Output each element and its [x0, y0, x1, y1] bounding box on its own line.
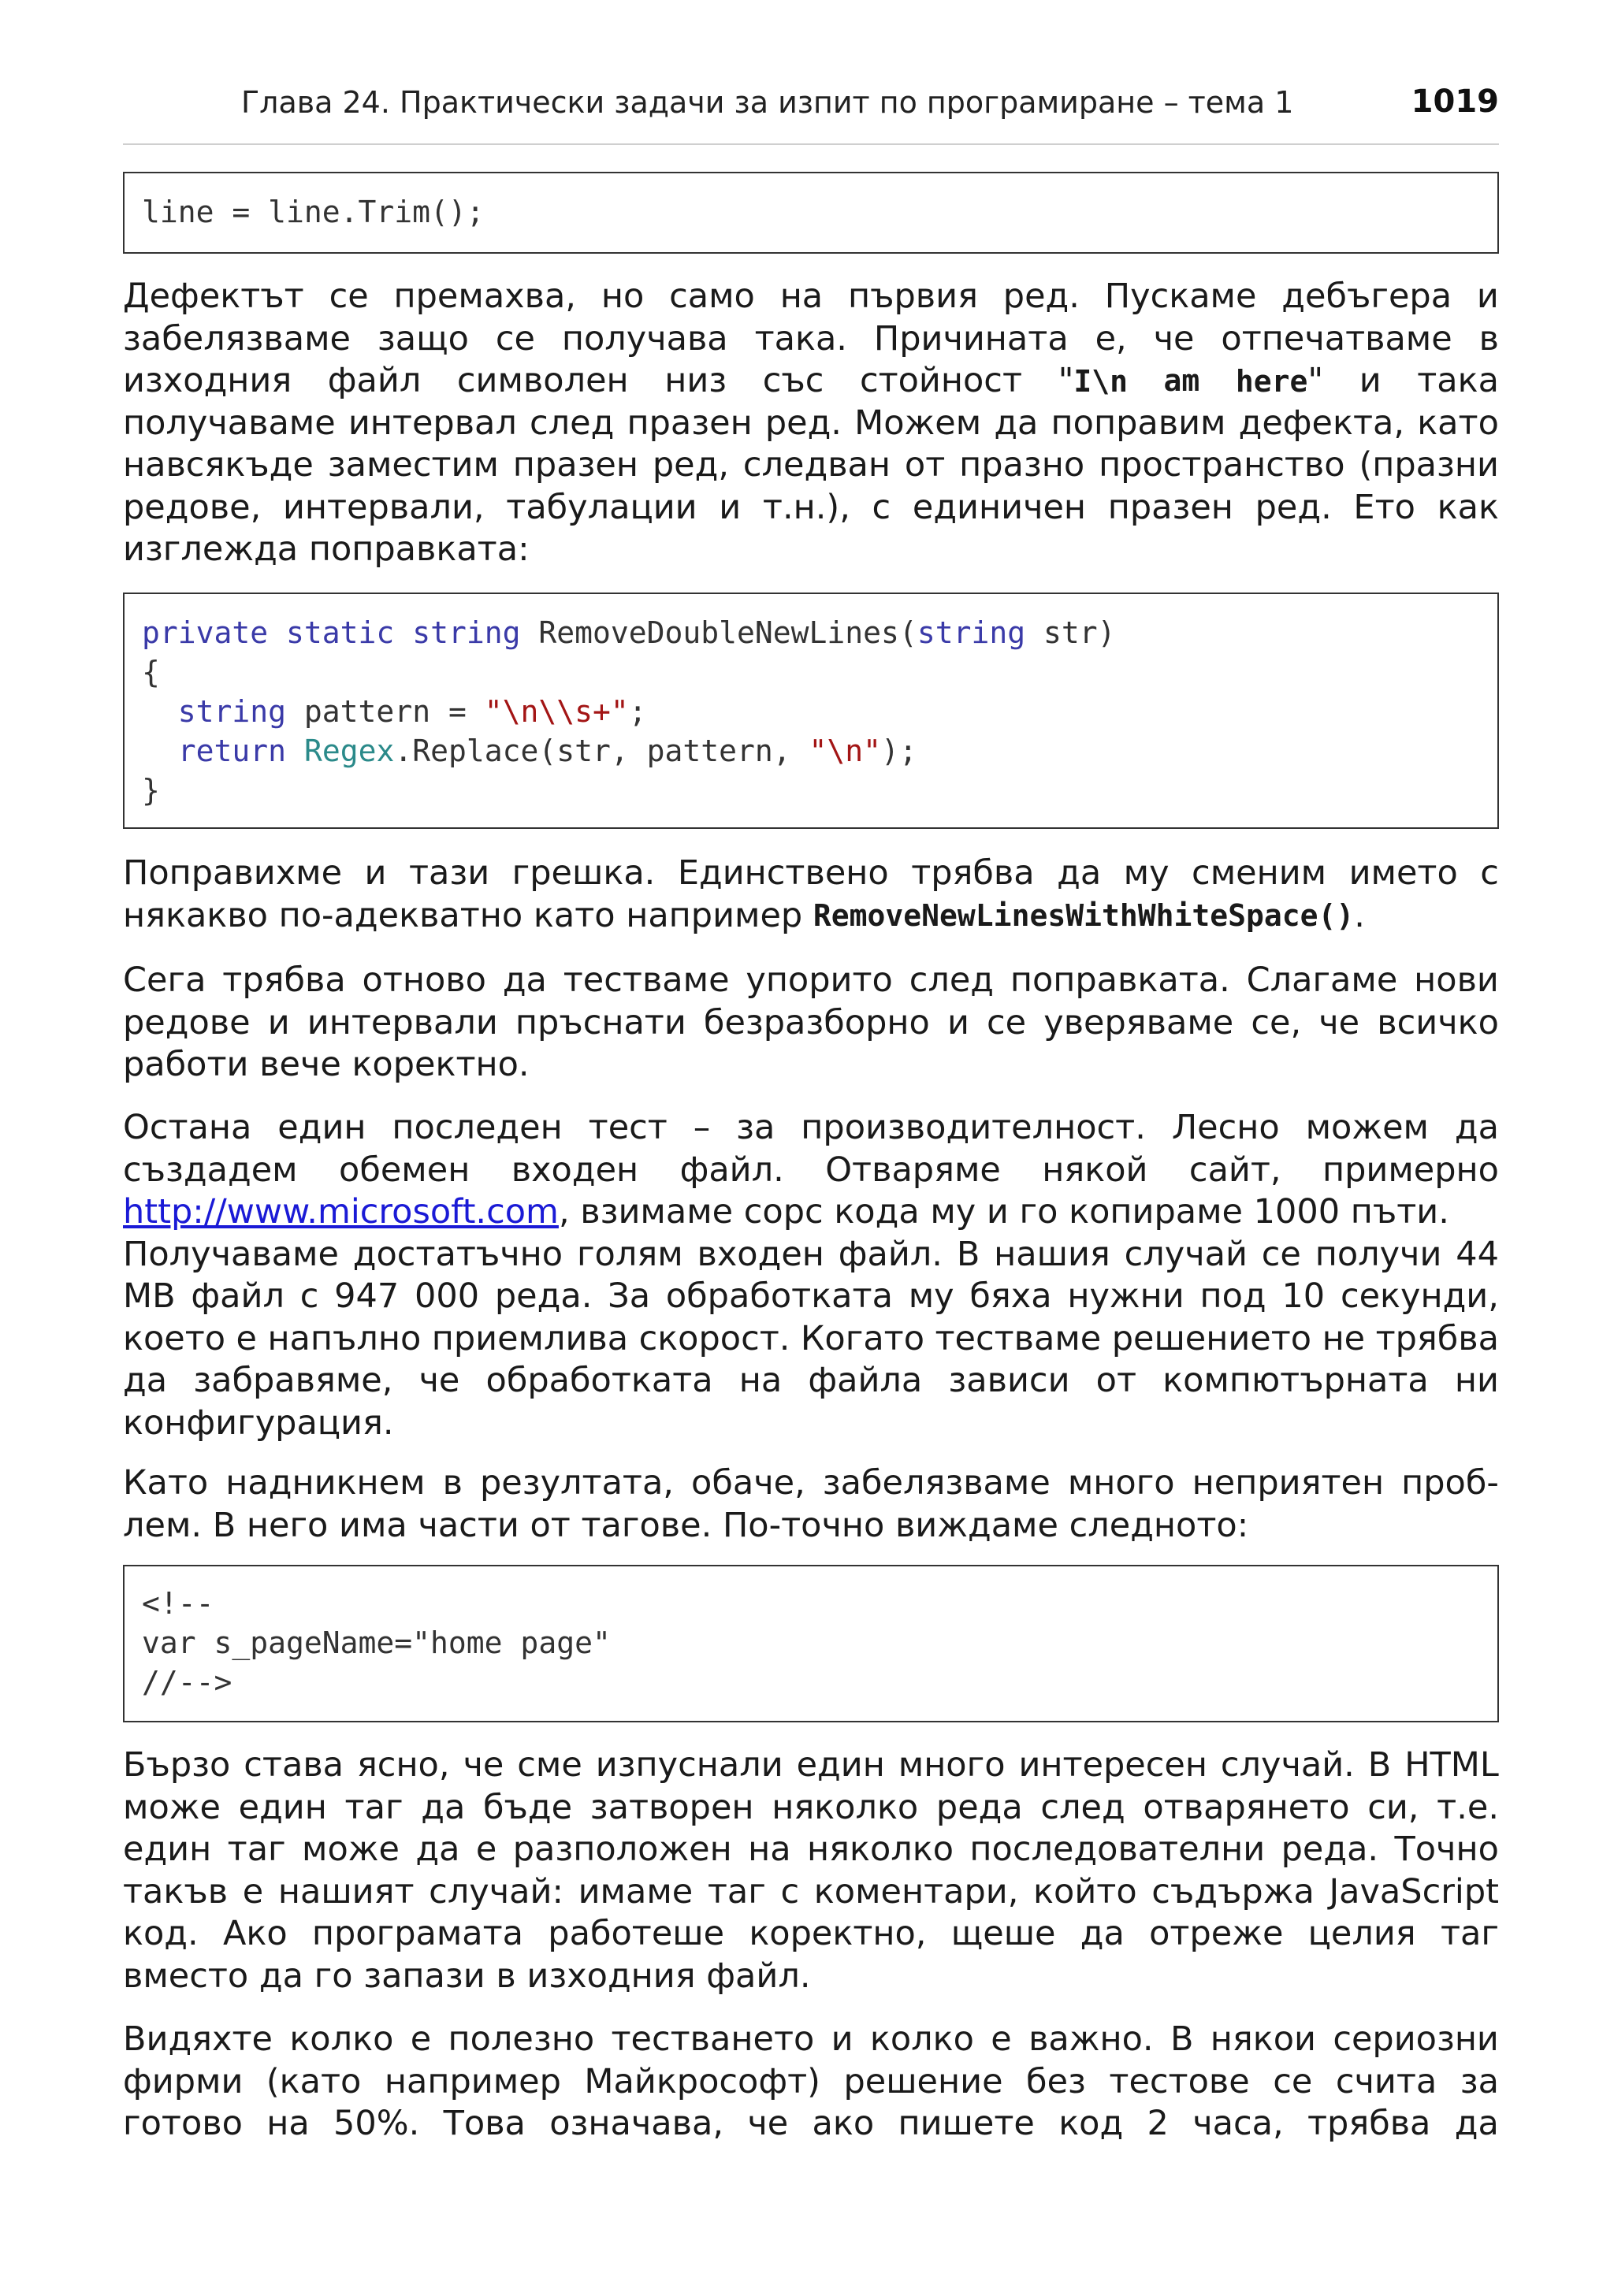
code-block-trim	[123, 172, 1499, 254]
code-line: line = line.Trim();	[142, 195, 485, 229]
text-line: редове, интервали, табулации и т.н.), с единичен празен ред. Ето как	[123, 487, 1499, 527]
text-line: което е напълно приемлива скорост. Когато тестваме решението не трябва	[123, 1318, 1499, 1358]
code-line: string pattern = "\n\\s+";	[177, 694, 647, 729]
text-line: забелязваме защо се получава така. Причината е, че отпечатваме в	[123, 318, 1499, 359]
code-line: {	[142, 655, 160, 689]
code-line: }	[142, 773, 160, 808]
page-header	[123, 77, 1499, 145]
text-line: създадем обемен входен файл. Отваряме някой сайт, примерно	[123, 1150, 1499, 1190]
paragraph-testing-importance	[123, 2019, 1499, 2146]
text-line: http://www.microsoft.com , взимаме сорс кода му и го копираме 1000 пъти.	[123, 1191, 1499, 1234]
inline-code: I\n	[1073, 364, 1128, 399]
text-line: получаваме интервал след празен ред. Можем да поправим дефекта, като	[123, 403, 1499, 443]
code-block-html-comment	[123, 1565, 1499, 1722]
paragraph-retest	[123, 960, 1499, 1087]
inline-code: here	[1235, 364, 1308, 399]
text-line: конфигурация.	[123, 1402, 394, 1443]
text-line: Бързо става ясно, че сме изпуснали един много интересен случай. В HTML	[123, 1745, 1499, 1785]
microsoft-link[interactable]: http://www.microsoft.com	[123, 1192, 559, 1232]
text-line: изглежда поправката:	[123, 529, 530, 569]
text-line: изходния файл символен низ със стойност "I\n am here" и така	[123, 360, 1499, 403]
text-line: лем. В него има части от тагове. По-точно виждаме следното:	[123, 1505, 1249, 1545]
text-line: Дефектът се премахва, но само на първия ред. Пускаме дебъгера и	[123, 277, 1499, 316]
text-line: някакво по-адекватно като например RemoveNewLinesWithWhiteSpace() .	[123, 895, 1499, 938]
text-line: MB файл с 947 000 реда. За обработката му бяха нужни под 10 секунди,	[123, 1276, 1499, 1316]
code-line: private static string RemoveDoubleNewLines(string str)	[142, 615, 1116, 650]
text-line: да забравяме, че обработката на файла зависи от компютърната ни	[123, 1361, 1499, 1400]
text-line: може един таг да бъде затворен няколко реда след отварянето си, т.е.	[123, 1787, 1499, 1827]
paragraph-result	[123, 1462, 1499, 1547]
chapter-title: Глава 24. Практически задачи за изпит по програмиране – тема 1	[241, 85, 1294, 120]
code-line: return Regex.Replace(str, pattern, "\n");	[177, 734, 917, 768]
text-line: Като надникнем в резултата, обаче, забелязваме много неприятен проб-	[123, 1463, 1499, 1503]
inline-code: am	[1163, 363, 1200, 398]
text-line: готово на 50%. Това означава, че ако пишете код 2 часа, трябва да	[123, 2104, 1499, 2143]
text-line: един таг може да е разположен на няколко последователни реда. Точно	[123, 1830, 1499, 1869]
code-block-remove-newlines	[123, 593, 1499, 829]
code-line: var s_pageName="home page"	[142, 1625, 611, 1660]
text-line: код. Ако програмата работеше коректно, щеше да отреже целия таг	[123, 1914, 1499, 1953]
paragraph-performance	[123, 1107, 1499, 1444]
page-number: 1019	[1411, 84, 1499, 120]
text-line: работи вече коректно.	[123, 1045, 530, 1084]
text-line: такъв е нашият случай: имаме таг с коментари, който съдържа JavaScript	[123, 1871, 1499, 1911]
text-line: вместо да го запази в изходния файл.	[123, 1956, 811, 1996]
text-line: Получаваме достатъчно голям входен файл. В нашия случай се получи 44	[123, 1234, 1499, 1274]
code-line: //-->	[142, 1665, 232, 1700]
text-line: Сега трябва отново да тестваме упорито след поправката. Слагаме нови	[123, 960, 1499, 1000]
code-line: <!--	[142, 1586, 214, 1621]
inline-code: RemoveNewLinesWithWhiteSpace()	[813, 897, 1355, 933]
paragraph-defect-fix	[123, 276, 1499, 571]
paragraph-html-tags	[123, 1744, 1499, 1997]
text-line: навсякъде заместим празен ред, следван от празно пространство (празни	[123, 445, 1499, 485]
paragraph-rename	[123, 853, 1499, 937]
text-line: Видяхте колко е полезно тестването и колко е важно. В някои сериозни	[123, 2019, 1499, 2059]
text-line: редове и интервали пръснати безразборно и се уверяваме се, че всичко	[123, 1002, 1499, 1042]
text-line: фирми (като например Майкрософт) решение без тестове се счита за	[123, 2061, 1499, 2101]
text-line: Поправихме и тази грешка. Единствено трябва да му сменим името с	[123, 853, 1499, 893]
text-line: Остана един последен тест – за производителност. Лесно можем да	[123, 1108, 1499, 1147]
